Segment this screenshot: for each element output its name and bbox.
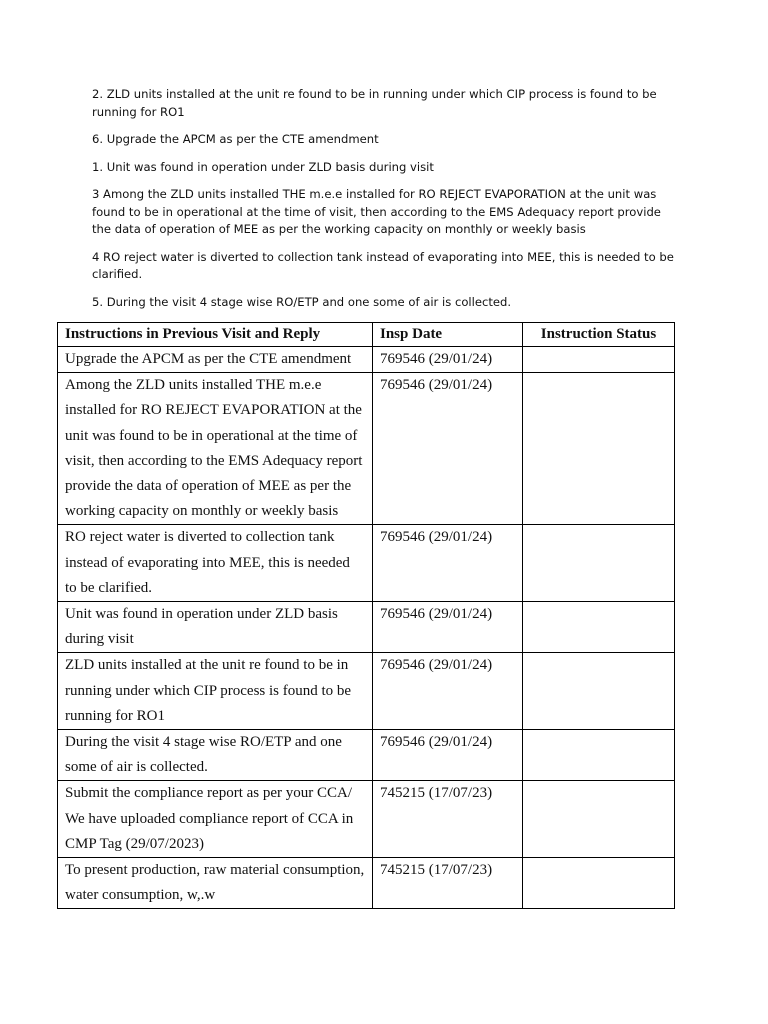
instructions-table xyxy=(57,322,675,909)
paragraph: 6. Upgrade the APCM as per the CTE amendment xyxy=(92,132,379,146)
insp-date-cell: 769546 (29/01/24) xyxy=(373,525,523,602)
insp-date-cell: 769546 (29/01/24) xyxy=(373,653,523,730)
table-row xyxy=(58,373,675,525)
status-cell xyxy=(523,602,675,653)
status-cell xyxy=(523,347,675,373)
instruction-cell: Submit the compliance report as per your CCA/ We have uploaded compliance report of CCA in CMP Tag (29/07/2023) xyxy=(58,781,373,858)
table-header-row xyxy=(58,323,675,347)
status-cell xyxy=(523,730,675,781)
table-row xyxy=(58,653,675,730)
column-header-insp-date: Insp Date xyxy=(373,323,523,347)
insp-date-cell: 769546 (29/01/24) xyxy=(373,347,523,373)
instruction-cell: Unit was found in operation under ZLD basis during visit xyxy=(58,602,373,653)
instruction-cell: RO reject water is diverted to collection tank instead of evaporating into MEE, this is needed to be clarified. xyxy=(58,525,373,602)
insp-date-cell: 769546 (29/01/24) xyxy=(373,373,523,525)
status-cell xyxy=(523,858,675,909)
status-cell xyxy=(523,781,675,858)
instruction-cell: To present production, raw material consumption, water consumption, w,.w xyxy=(58,858,373,909)
instruction-paragraphs xyxy=(92,86,682,321)
status-cell xyxy=(523,373,675,525)
table-row xyxy=(58,347,675,373)
instruction-cell: Upgrade the APCM as per the CTE amendment xyxy=(58,347,373,373)
column-header-status: Instruction Status xyxy=(523,323,675,347)
paragraph: 2. ZLD units installed at the unit re found to be in running under which CIP process is found to be running for RO1 xyxy=(92,87,657,119)
status-cell xyxy=(523,653,675,730)
paragraph: 3 Among the ZLD units installed THE m.e.e installed for RO REJECT EVAPORATION at the unit was found to be in operational at the time of visit, then according to the EMS Adequacy report provide the data of operation of MEE as per the working capacity on monthly or weekly basis xyxy=(92,187,661,236)
insp-date-cell: 745215 (17/07/23) xyxy=(373,781,523,858)
insp-date-cell: 769546 (29/01/24) xyxy=(373,602,523,653)
insp-date-cell: 745215 (17/07/23) xyxy=(373,858,523,909)
paragraph: 5. During the visit 4 stage wise RO/ETP and one some of air is collected. xyxy=(92,294,512,309)
table-row xyxy=(58,525,675,602)
table-row xyxy=(58,602,675,653)
instruction-cell: Among the ZLD units installed THE m.e.e installed for RO REJECT EVAPORATION at the unit was found to be in operational at the time of visit, then according to the EMS Adequacy report provide the data of operation of MEE as per the working capacity on monthly or weekly basis xyxy=(58,373,373,525)
instruction-cell: ZLD units installed at the unit re found to be in running under which CIP process is found to be running for RO1 xyxy=(58,653,373,730)
table-row xyxy=(58,858,675,909)
paragraph: 4 RO reject water is diverted to collection tank instead of evaporating into MEE, this is needed to be clarified. xyxy=(92,249,674,281)
insp-date-cell: 769546 (29/01/24) xyxy=(373,730,523,781)
paragraph: 1. Unit was found in operation under ZLD basis during visit xyxy=(92,159,434,174)
column-header-instructions: Instructions in Previous Visit and Reply xyxy=(58,323,373,347)
table-row xyxy=(58,781,675,858)
table-row xyxy=(58,730,675,781)
instruction-cell: During the visit 4 stage wise RO/ETP and one some of air is collected. xyxy=(58,730,373,781)
status-cell xyxy=(523,525,675,602)
